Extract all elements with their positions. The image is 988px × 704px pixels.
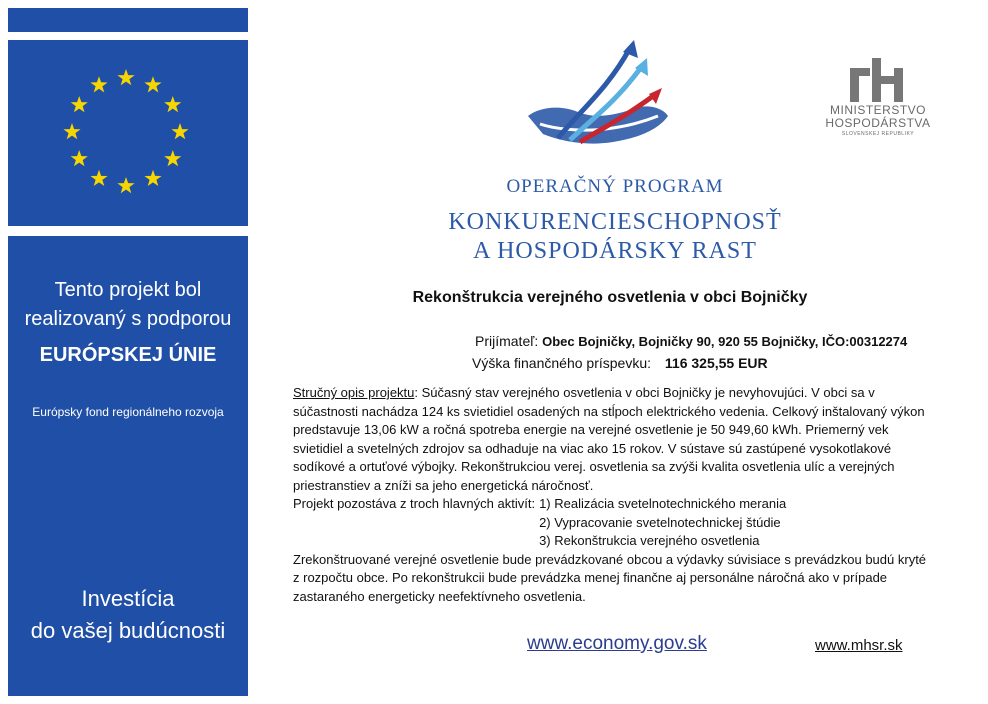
- activities-list: [539, 495, 786, 551]
- eu-star-icon: [164, 96, 181, 112]
- ministry-line-1: MINISTERSTVO: [829, 103, 926, 117]
- program-label: OPERAČNÝ PROGRAM: [506, 176, 724, 197]
- eu-union-text: EURÓPSKEJ ÚNIE: [39, 344, 217, 366]
- activity-item: 2) Vypracovanie svetelnotechnickej štúdie: [539, 514, 781, 530]
- support-line-1: Tento projekt bol: [54, 279, 202, 301]
- eu-star-icon: [164, 150, 181, 166]
- eu-star-icon: [144, 170, 161, 186]
- recipient-label: Prijímateľ:: [475, 333, 539, 349]
- eu-star-icon: [90, 170, 107, 186]
- eu-star-icon: [144, 76, 161, 92]
- recipient: [475, 333, 907, 349]
- investment-text: [8, 583, 248, 647]
- investment-line-2: do vašej budúcnosti: [30, 618, 226, 643]
- panel-divider: [8, 226, 248, 236]
- eu-star-icon: [90, 76, 107, 92]
- description-heading: Stručný opis projektu: [293, 385, 415, 400]
- operational-program-logo-icon: [518, 38, 683, 158]
- panel-divider: [8, 32, 248, 40]
- activity-item: 1) Realizácia svetelnotechnického merania: [539, 496, 787, 511]
- eu-star-icon: [117, 69, 134, 85]
- eu-flag-stars-icon: [8, 40, 248, 226]
- program-name-line-1: KONKURENCIESCHOPNOSŤ: [448, 209, 782, 235]
- support-line-2: realizovaný s podporou: [24, 308, 232, 330]
- eu-star-icon: [171, 123, 188, 139]
- recipient-value: Obec Bojničky, Bojničky 90, 920 55 Bojničky, IČO:00312274: [542, 334, 908, 349]
- economy-link[interactable]: www.economy.gov.sk: [527, 633, 707, 654]
- eu-star-icon: [117, 177, 134, 193]
- funding-amount: [472, 355, 768, 371]
- program-name-line-2: A HOSPODÁRSKY RAST: [473, 238, 757, 264]
- activities: [293, 495, 933, 551]
- eu-star-icon: [71, 150, 88, 166]
- eu-fund-text: Európsky fond regionálneho rozvoja: [32, 405, 224, 419]
- amount-value: 116 325,55 EUR: [664, 355, 768, 371]
- activity-item: 3) Rekonštrukcia verejného osvetlenia: [539, 533, 760, 548]
- eu-star-icon: [63, 123, 80, 139]
- activities-intro: Projekt pozostáva z troch hlavných aktivít:: [293, 496, 536, 511]
- investment-line-1: Investícia: [81, 586, 175, 611]
- ministry-line-3: SLOVENSKEJ REPUBLIKY: [841, 131, 915, 137]
- description-paragraph: [293, 384, 933, 495]
- ministry-name: [816, 104, 940, 138]
- ministry-line-2: HOSPODÁRSTVA: [825, 116, 931, 130]
- eu-panel: [8, 8, 248, 696]
- ministry-logo-icon: [848, 58, 908, 102]
- project-title: Rekonštrukcia verejného osvetlenia v obci Bojničky: [412, 289, 808, 306]
- description-text: : Súčasný stav verejného osvetlenia v obci Bojničky je nevyhovujúci. V obci sa v súčastnosti nachádza 124 ks svietidiel osadených na stĺpoch elektrického vedenia. Celkový inštalovaný výkon predstavuje 13,06 kW a ročná spotreba energie na verejné osvetlenie je 50 949,60 kWh. Priemerný vek svietidiel a svetelných zdrojov sa odhaduje na viac ako 15 rokov. V sústave sú zastúpené vysokotlakové sodíkové a ortuťové výbojky. Rekonštrukciou verej. osvetlenia sa zvýši kvalita osvetlenia ulíc a verejných priestranstiev a zníži sa jeho energetická náročnosť.: [293, 385, 925, 493]
- mhsr-link[interactable]: www.mhsr.sk: [815, 637, 903, 654]
- eu-star-icon: [71, 96, 88, 112]
- support-text: [8, 276, 248, 334]
- description-closing: Zrekonštruované verejné osvetlenie bude prevádzkované obcou a výdavky súvisiace s prevádzkou budú kryté z rozpočtu obce. Po rekonštrukcii bude prevádzka menej finančne aj personálne náročná ako v prípade zastaraného energeticky neefektívneho osvetlenia.: [293, 551, 927, 604]
- project-description: [293, 384, 933, 606]
- amount-label: Výška finančného príspevku:: [472, 355, 651, 371]
